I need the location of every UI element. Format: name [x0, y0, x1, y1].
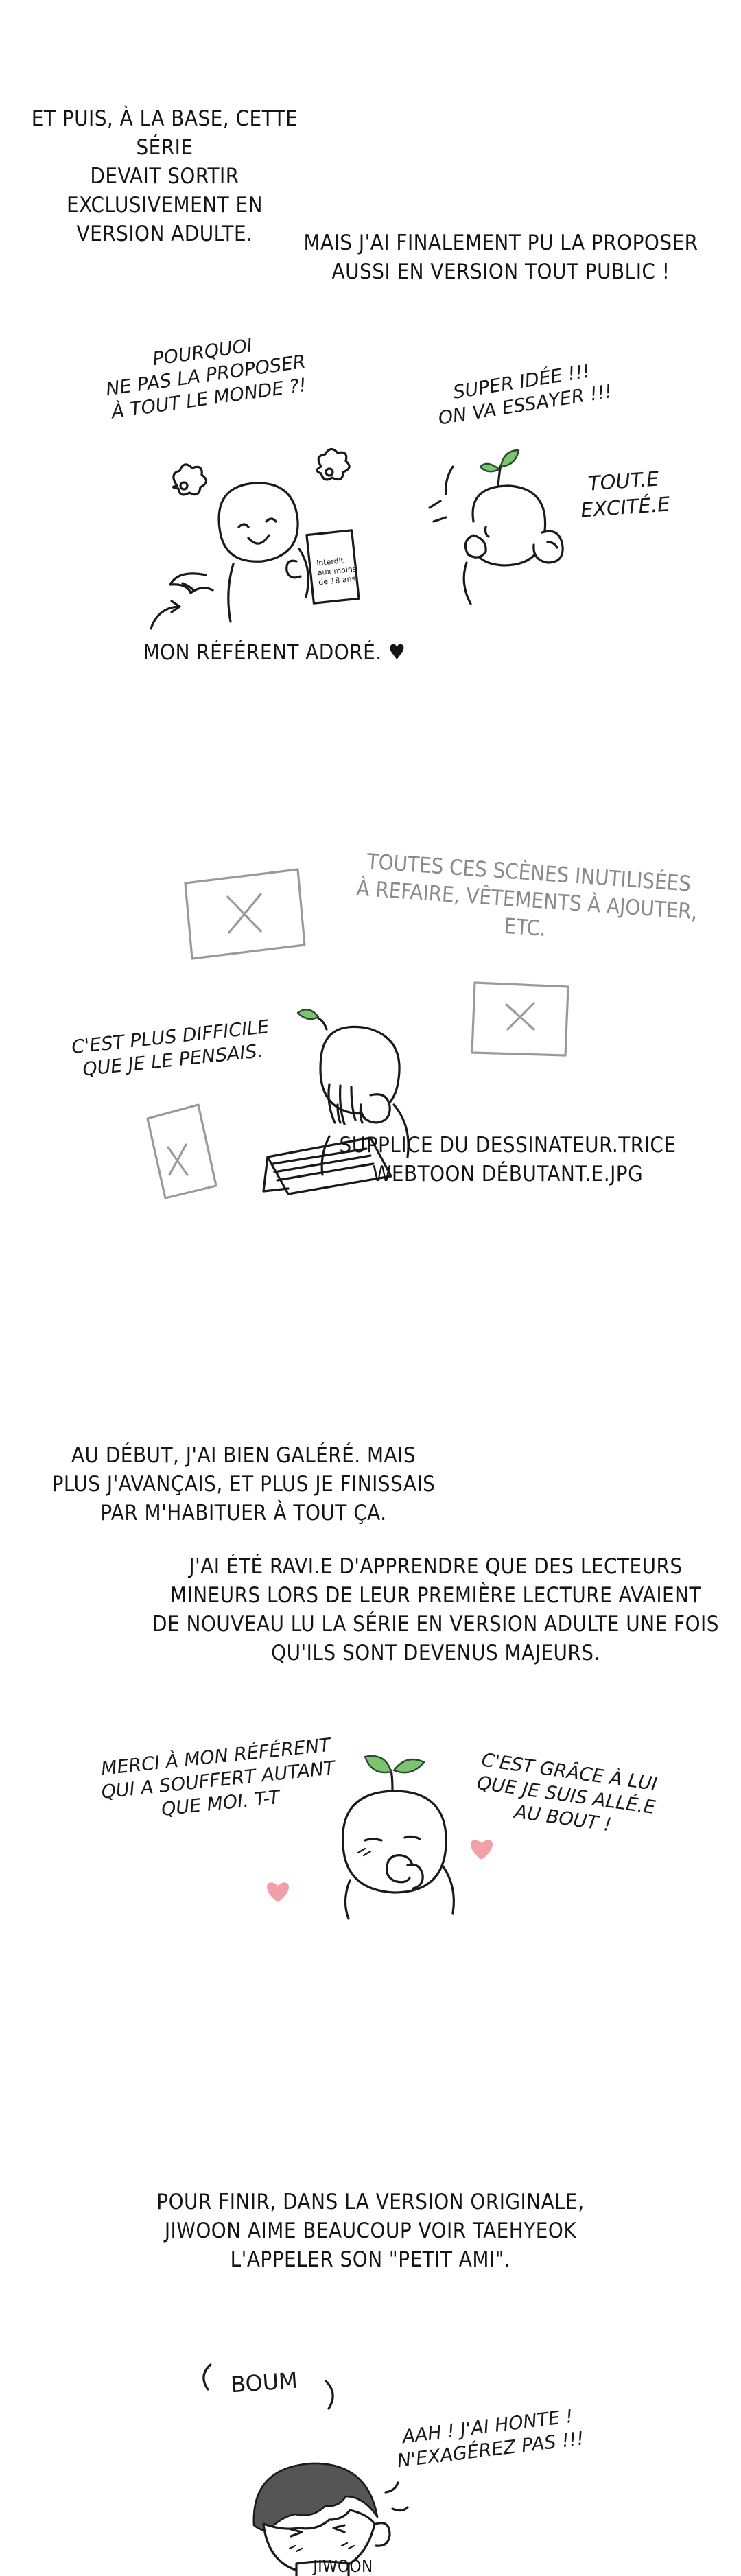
grateful-sprout-drawing	[322, 1743, 487, 1921]
caption-supplice: SUPPLICE DU DESSINATEUR.TRICE WEBTOON DÉBUTANT.E.JPG	[339, 1133, 677, 1186]
speech-bubble-author: SUPER IDÉE !!! ON VA ESSAYER !!!	[436, 360, 614, 430]
caption-debut-galere: AU DÉBUT, J'AI BIEN GALÉRÉ. MAIS PLUS J'AVANÇAIS, ET PLUS JE FINISSAIS PAR M'HABITUER À TOUT ÇA.	[51, 1443, 436, 1525]
sign-line-3: de 18 ans	[318, 574, 356, 587]
flower-left-icon	[173, 465, 206, 495]
caption-lecteurs-majeurs: J'AI ÉTÉ RAVI.E D'APPRENDRE QUE DES LECTEURS MINEURS LORS DE LEUR PREMIÈRE LECTURE AVAIENT DE NOUVEAU LU LA SÉRIE EN VERSION ADULTE UNE FOIS QU'ILS SONT DEVENUS MAJEURS.	[152, 1554, 719, 1665]
flower-right-icon	[317, 449, 349, 479]
caption-tout-public: MAIS J'AI FINALEMENT PU LA PROPOSER AUSSI EN VERSION TOUT PUBLIC !	[303, 231, 698, 284]
panel-version-adulte	[0, 0, 741, 686]
panel-debut-galere	[0, 1304, 741, 1990]
unused-scene-frame-3	[141, 1098, 223, 1215]
boum-brackets-drawing	[196, 2361, 346, 2415]
unused-scene-frame-2	[468, 974, 578, 1064]
referent-caption: MON RÉFÉRENT ADORÉ. ♥	[143, 640, 406, 665]
referent-character-drawing	[137, 446, 398, 631]
author-sprout-character-drawing	[425, 446, 576, 624]
heart-right-icon	[468, 1836, 495, 1861]
caption-petit-ami: POUR FINIR, DANS LA VERSION ORIGINALE, JIWOON AIME BEAUCOUP VOIR TAEHYEOK L'APPELER SON "PETIT AMI".	[156, 2190, 585, 2272]
speech-bubble-referent: POURQUOI NE PAS LA PROPOSER À TOUT LE MONDE ?!	[104, 335, 308, 423]
caption-base-adult-only: ET PUIS, À LA BASE, CETTE SÉRIE DEVAIT SORTIR EXCLUSIVEMENT EN VERSION ADULTE.	[31, 106, 298, 246]
speech-plus-difficile: C'EST PLUS DIFFICILE QUE JE LE PENSAIS.	[70, 1016, 270, 1081]
panel-petit-ami	[0, 1990, 741, 2576]
excited-note: TOUT.E EXCITÉ.E	[580, 467, 671, 522]
heart-left-icon	[264, 1879, 292, 1904]
sfx-boum: BOUM	[229, 2367, 299, 2398]
name-tag-jiwoon: JIWOON	[313, 2557, 373, 2576]
thanks-referent-note: MERCI À MON RÉFÉRENT QUI A SOUFFERT AUTANT QUE MOI. T-T	[99, 1734, 336, 1820]
sign-line-2: aux moins	[317, 564, 357, 578]
unused-scene-frame-1	[180, 861, 310, 964]
panel-supplice-dessinateur	[0, 686, 741, 1304]
grey-note-unused-scenes: TOUTES CES SCÈNES INUTILISÉES À REFAIRE, VÊTEMENTS À AJOUTER, ETC.	[355, 849, 698, 941]
grace-a-lui-note: C'EST GRÂCE À LUI QUE JE SUIS ALLÉ.E AU BOUT !	[475, 1749, 659, 1836]
jiwoon-character-drawing	[233, 2443, 412, 2573]
shout-aah-honte: AAH ! J'AI HONTE ! N'EXAGÉREZ PAS !!!	[396, 2405, 585, 2472]
sign-line-1: interdit	[316, 556, 344, 568]
